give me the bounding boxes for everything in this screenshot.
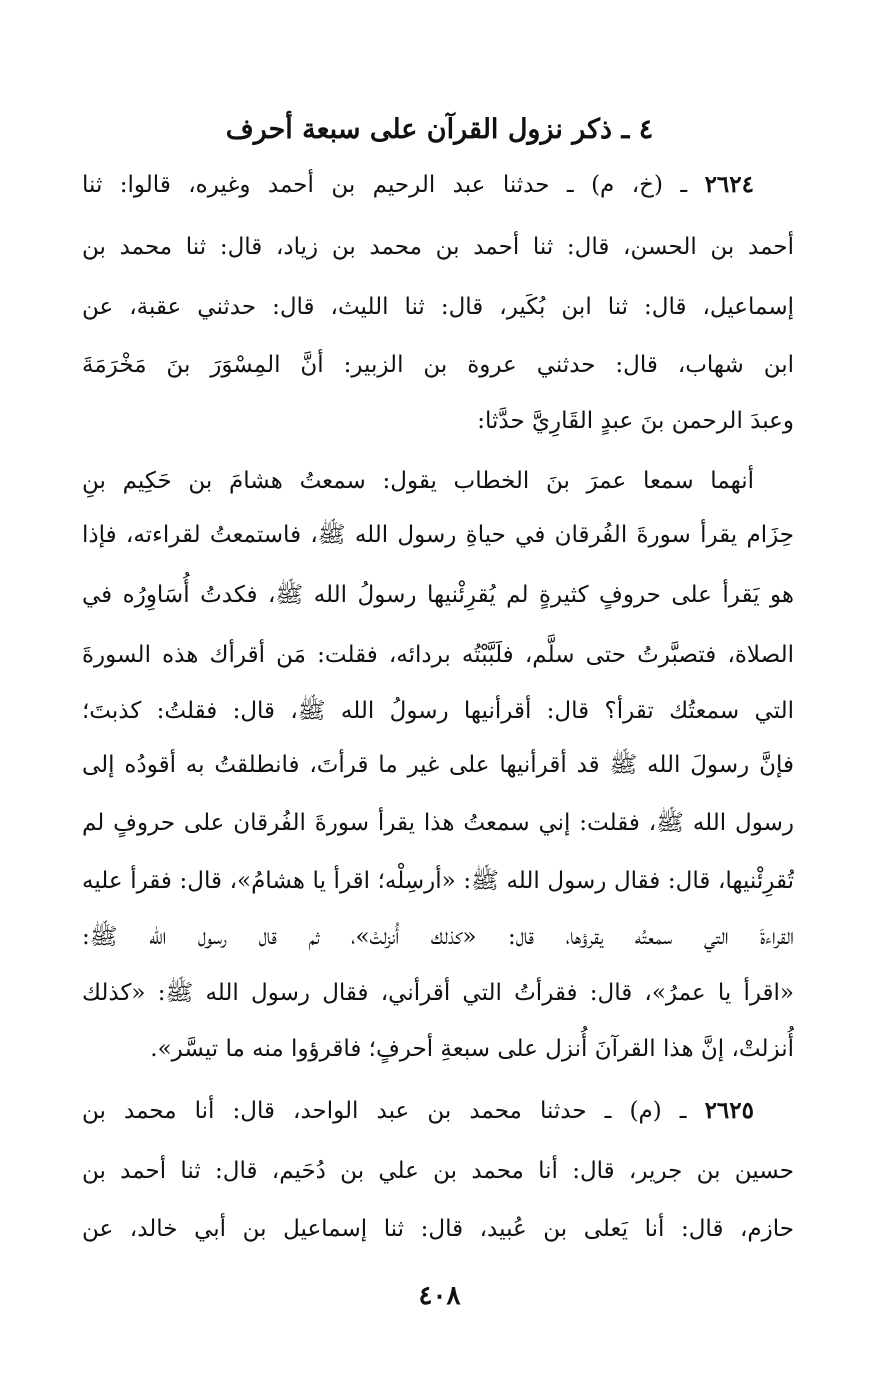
matn-line-1: أنهما سمعا عمرَ بنَ الخطاب يقول: سمعتُ هشامَ بن حَكِيم بنِ bbox=[82, 468, 754, 494]
matn-line-7: رسول الله ﷺ، فقلت: إني سمعتُ هذا يقرأ سورةَ الفُرقان على حروفٍ لم bbox=[82, 810, 794, 836]
hadith-text: ـ (خ، م) ـ حدثنا عبد الرحيم بن أحمد وغيره، قالوا: ثنا bbox=[82, 172, 705, 198]
matn-line-11: أُنزلتْ، إنَّ هذا القرآنَ أُنزل على سبعةِ أحرفٍ؛ فاقرؤوا منه ما تيسَّر». bbox=[150, 1036, 794, 1062]
section-heading: ٤ ـ ذكر نزول القرآن على سبعة أحرف bbox=[225, 114, 654, 145]
hadith-number: ٢٦٢٥ bbox=[704, 1097, 754, 1124]
hadith-2625-line-1 bbox=[82, 1088, 754, 1134]
hadith-2624-line-5: وعبدَ الرحمن بنَ عبدٍ القَارِيَّ حدَّثا: bbox=[477, 408, 794, 434]
matn-line-8: تُقرِئْنيها، قال: فقال رسول الله ﷺ: «أرسِلْه؛ اقرأ يا هشامُ»، قال: فقرأ عليه bbox=[82, 868, 794, 894]
matn-line-3: هو يَقرأ على حروفٍ كثيرةٍ لم يُقرِئْنيها رسولُ الله ﷺ، فكدتُ أُسَاوِرُه في bbox=[82, 582, 794, 608]
matn-line-10: «اقرأ يا عمرُ»، قال: فقرأتُ التي أقرأني، فقال رسول الله ﷺ: «كذلك bbox=[82, 980, 794, 1006]
hadith-2624-line-3: إسماعيل، قال: ثنا ابن بُكَير، قال: ثنا الليث، قال: حدثني عقبة، عن bbox=[82, 294, 794, 320]
hadith-text: ـ (م) ـ حدثنا محمد بن عبد الواحد، قال: أنا محمد بن bbox=[82, 1098, 705, 1124]
matn-line-6: فإنَّ رسولَ الله ﷺ قد أقرأنيها على غير ما قرأتَ، فانطلقتُ به أقودُه إلى bbox=[82, 752, 794, 778]
hadith-2625-line-2: حسين بن جرير، قال: أنا محمد بن علي بن دُحَيم، قال: ثنا أحمد بن bbox=[82, 1158, 794, 1184]
matn-line-4: الصلاة، فتصبَّرتُ حتى سلَّم، فلَبَّبْتُه بردائه، فقلت: مَن أقرأك هذه السورةَ bbox=[82, 642, 794, 668]
hadith-2625-line-3: حازم، قال: أنا يَعلى بن عُبيد، قال: ثنا إسماعيل بن أبي خالد، عن bbox=[82, 1216, 794, 1242]
page-number: ٤٠٨ bbox=[418, 1281, 461, 1311]
hadith-number: ٢٦٢٤ bbox=[704, 171, 754, 198]
hadith-2624-line-1 bbox=[82, 162, 754, 208]
matn-line-9: القراءةَ التي سمعتُه يقرؤها، قال: «كذلك أُنزلتْ»، ثم قال رسول الله ﷺ: bbox=[82, 924, 794, 950]
hadith-2624-line-4: ابن شهاب، قال: حدثني عروة بن الزبير: أنَّ المِسْوَرَ بنَ مَخْرَمَةَ bbox=[82, 352, 794, 378]
matn-line-5: التي سمعتُك تقرأ؟ قال: أقرأنيها رسولُ الله ﷺ، قال: فقلتُ: كذبتَ؛ bbox=[82, 698, 794, 724]
matn-line-2: حِزَام يقرأ سورةَ الفُرقان في حياةِ رسول الله ﷺ، فاستمعتُ لقراءته، فإذا bbox=[82, 522, 794, 548]
hadith-2624-line-2: أحمد بن الحسن، قال: ثنا أحمد بن محمد بن زياد، قال: ثنا محمد بن bbox=[82, 234, 794, 260]
